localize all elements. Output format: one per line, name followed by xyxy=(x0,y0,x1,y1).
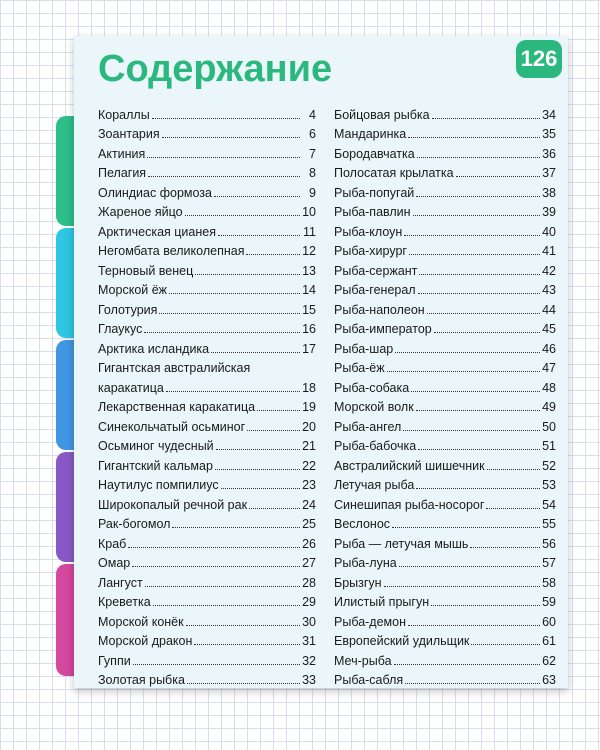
toc-entry-page: 16 xyxy=(302,322,316,336)
toc-entry-title: Рыба-собака xyxy=(334,380,410,395)
toc-entry-page: 42 xyxy=(542,263,556,278)
toc-entry-page: 18 xyxy=(302,380,316,395)
toc-entry-page: 49 xyxy=(542,400,556,414)
dot-leader xyxy=(418,448,540,450)
toc-entry-title: Рыба-демон xyxy=(334,614,407,629)
toc-entry-title: Рыба-император xyxy=(334,322,432,336)
toc-entry-title: Зоантария xyxy=(98,127,160,141)
toc-entry-page: 17 xyxy=(302,341,316,356)
toc-entry[interactable] xyxy=(334,200,556,220)
toc-entry-page: 34 xyxy=(542,107,556,122)
toc-entry[interactable] xyxy=(98,297,316,317)
dot-leader xyxy=(413,214,540,216)
toc-entry-title: Синешипая рыба-носорог xyxy=(334,497,485,512)
toc-entry-title: Синекольчатый осьминог xyxy=(98,419,246,434)
toc-entry-title: Рыба-наполеон xyxy=(334,302,425,317)
dot-leader xyxy=(417,156,540,158)
dot-leader xyxy=(144,331,300,333)
toc-entry-title: Арктика исландика xyxy=(98,341,210,356)
toc-entry[interactable] xyxy=(98,434,316,454)
toc-entry-title: Негомбата великолепная xyxy=(98,244,245,258)
dot-leader xyxy=(214,195,300,197)
toc-entry-line xyxy=(98,375,316,395)
toc-entry-title: Рыба — летучая мышь xyxy=(334,536,469,551)
toc-entry-title: Наутилус помпилиус xyxy=(98,478,219,492)
toc-entry-page: 61 xyxy=(542,634,556,648)
toc-entry-title: Золотая рыбка xyxy=(98,673,185,687)
toc-entry-title: Гигантская австралийская xyxy=(98,361,251,375)
toc-entry[interactable] xyxy=(98,590,316,610)
toc-entry[interactable] xyxy=(98,317,316,337)
dot-leader xyxy=(186,624,300,626)
dot-leader xyxy=(392,526,540,528)
toc-entry[interactable] xyxy=(334,278,556,298)
toc-entry[interactable] xyxy=(98,278,316,298)
toc-entry-page: 22 xyxy=(302,458,316,473)
dot-leader xyxy=(408,624,540,626)
dot-leader xyxy=(133,663,300,665)
toc-entry-page: 57 xyxy=(542,556,556,570)
toc-entry[interactable] xyxy=(98,395,316,415)
toc-entry-title: Летучая рыба xyxy=(334,478,415,492)
dot-leader xyxy=(152,117,300,119)
toc-entry-page: 33 xyxy=(302,673,316,687)
dot-leader xyxy=(411,390,540,392)
toc-entry-page: 46 xyxy=(542,341,556,356)
toc-entry[interactable] xyxy=(334,590,556,610)
dot-leader xyxy=(399,565,540,567)
dot-leader xyxy=(418,292,540,294)
toc-entry[interactable] xyxy=(98,161,316,181)
toc-entry-title: Рыба-сабля xyxy=(334,673,404,687)
toc-entry-title: Илистый прыгун xyxy=(334,595,430,609)
toc-entry[interactable] xyxy=(98,609,316,629)
toc-entry-page: 37 xyxy=(542,166,556,180)
toc-entry-title: Брызгун xyxy=(334,575,382,590)
toc-entry-title: Веслонос xyxy=(334,517,391,531)
toc-entry-page: 52 xyxy=(542,458,556,473)
toc-entry-title: Рыба-клоун xyxy=(334,224,403,239)
toc-entry[interactable] xyxy=(98,473,316,493)
toc-left-column xyxy=(98,102,316,687)
dot-leader xyxy=(211,351,300,353)
toc-entry-title: Пелагия xyxy=(98,166,147,180)
toc-entry[interactable] xyxy=(334,434,556,454)
toc-entry-title: Европейский удильщик xyxy=(334,634,470,648)
toc-entry-page: 7 xyxy=(309,146,316,161)
dot-leader xyxy=(221,487,300,489)
toc-entry[interactable] xyxy=(98,551,316,571)
toc-entry[interactable] xyxy=(98,453,316,473)
toc-entry-title: Рыба-сержант xyxy=(334,263,418,278)
toc-entry-page: 9 xyxy=(309,185,316,200)
dot-leader xyxy=(387,370,540,372)
toc-entry[interactable] xyxy=(334,141,556,161)
toc-entry-page: 47 xyxy=(542,361,556,375)
toc-entry[interactable] xyxy=(98,102,316,122)
toc-entry[interactable] xyxy=(334,239,556,259)
toc-entry-title: Гуппи xyxy=(98,653,131,668)
toc-entry[interactable] xyxy=(334,297,556,317)
dot-leader xyxy=(132,565,300,567)
dot-leader xyxy=(416,409,540,411)
toc-entry-title: Рыба-попугай xyxy=(334,185,415,200)
page-number-badge: 126 xyxy=(516,40,562,78)
dot-leader xyxy=(427,312,540,314)
dot-leader xyxy=(162,136,300,138)
toc-entry-page: 14 xyxy=(302,283,316,297)
toc-entry-page: 35 xyxy=(542,127,556,141)
toc-entry-title: Рыба-луна xyxy=(334,556,397,570)
toc-entry[interactable] xyxy=(334,161,556,181)
toc-entry-line xyxy=(98,356,316,376)
toc-entry-title: Рыба-генерал xyxy=(334,283,416,297)
toc-entry-page: 12 xyxy=(302,244,316,258)
dot-leader xyxy=(434,331,540,333)
dot-leader xyxy=(249,507,300,509)
toc-entry-page: 38 xyxy=(542,185,556,200)
dot-leader xyxy=(456,175,540,177)
toc-entry-page: 54 xyxy=(542,497,556,512)
page-title: Содержание xyxy=(98,48,333,90)
toc-entry[interactable] xyxy=(98,492,316,512)
toc-entry-title: Морской волк xyxy=(334,400,414,414)
toc-entry-page: 32 xyxy=(302,653,316,668)
toc-entry-title: Широкопалый речной рак xyxy=(98,497,248,512)
toc-entry-title: Бойцовая рыбка xyxy=(334,107,430,122)
toc-entry-page: 29 xyxy=(302,595,316,609)
toc-entry-title: Рыба-шар xyxy=(334,341,394,356)
toc-entry-title: Морской конёк xyxy=(98,614,184,629)
dot-leader xyxy=(431,604,540,606)
toc-entry-title: Гигантский кальмар xyxy=(98,458,213,473)
toc-entry-title: Рыба-ёж xyxy=(334,361,385,375)
toc-entry-page: 21 xyxy=(302,439,316,453)
dot-leader xyxy=(470,546,540,548)
toc-entry-page: 13 xyxy=(302,263,316,278)
toc-entry-title: Рыба-ангел xyxy=(334,419,402,434)
toc-entry[interactable] xyxy=(334,492,556,512)
toc-entry-title: Олиндиас формоза xyxy=(98,185,212,200)
dot-leader xyxy=(416,195,540,197)
toc-entry-page: 6 xyxy=(309,127,316,141)
dot-leader xyxy=(384,585,540,587)
toc-entry[interactable] xyxy=(334,180,556,200)
toc-right-column xyxy=(334,102,556,687)
dot-leader xyxy=(153,604,300,606)
toc-entry-title: Осьминог чудесный xyxy=(98,439,214,453)
toc-entry-page: 40 xyxy=(542,224,556,239)
toc-entry[interactable] xyxy=(334,122,556,142)
toc-entry[interactable] xyxy=(98,200,316,220)
toc-entry-title: Бородавчатка xyxy=(334,146,415,161)
toc-entry[interactable] xyxy=(334,258,556,278)
toc-entry-page: 60 xyxy=(542,614,556,629)
toc-entry-page: 63 xyxy=(542,673,556,687)
dot-leader xyxy=(395,351,540,353)
toc-entry[interactable] xyxy=(334,609,556,629)
toc-entry-page: 24 xyxy=(302,497,316,512)
toc-entry[interactable] xyxy=(98,512,316,532)
toc-entry[interactable] xyxy=(334,356,556,376)
toc-entry[interactable] xyxy=(98,570,316,590)
dot-leader xyxy=(486,507,540,509)
dot-leader xyxy=(215,468,300,470)
toc-entry[interactable] xyxy=(98,414,316,434)
dot-leader xyxy=(246,253,300,255)
dot-leader xyxy=(166,390,300,392)
toc-entry[interactable] xyxy=(98,180,316,200)
dot-leader xyxy=(416,487,540,489)
toc-entry-title: Голотурия xyxy=(98,302,158,317)
toc-entry-title: Полосатая крылатка xyxy=(334,166,454,180)
toc-entry[interactable] xyxy=(98,668,316,688)
toc-entry-title: Арктическая цианея xyxy=(98,224,216,239)
toc-entry-page: 15 xyxy=(302,302,316,317)
toc-entry-page: 48 xyxy=(542,380,556,395)
toc-entry-title: Терновый венец xyxy=(98,263,194,278)
toc-entry[interactable] xyxy=(334,375,556,395)
toc-entry-page: 23 xyxy=(302,478,316,492)
toc-entry-title: Жареное яйцо xyxy=(98,205,183,219)
toc-entry-page: 53 xyxy=(542,478,556,492)
toc-entry[interactable] xyxy=(334,414,556,434)
toc-entry-title: Лангуст xyxy=(98,575,143,590)
toc-entry-title: Рыба-бабочка xyxy=(334,439,417,453)
toc-entry-title: Рыба-павлин xyxy=(334,205,411,219)
toc-entry-page: 50 xyxy=(542,419,556,434)
dot-leader xyxy=(409,253,540,255)
dot-leader xyxy=(432,117,540,119)
toc-entry[interactable] xyxy=(334,531,556,551)
toc-entry[interactable] xyxy=(334,668,556,688)
dot-leader xyxy=(394,663,540,665)
dot-leader xyxy=(159,312,300,314)
dot-leader xyxy=(404,234,540,236)
toc-entry[interactable] xyxy=(334,453,556,473)
toc-entry-title: Лекарственная каракатица xyxy=(98,400,256,414)
toc-entry-page: 27 xyxy=(302,556,316,570)
toc-entry[interactable] xyxy=(334,102,556,122)
dot-leader xyxy=(218,234,300,236)
toc-entry-page: 10 xyxy=(302,205,316,219)
toc-entry-title-continued: каракатица xyxy=(98,380,164,395)
toc-entry-title: Рак-богомол xyxy=(98,517,171,531)
toc-entry[interactable] xyxy=(334,512,556,532)
toc-entry[interactable] xyxy=(334,219,556,239)
toc-entry-title: Креветка xyxy=(98,595,151,609)
toc-entry-page: 26 xyxy=(302,536,316,551)
toc-entry-page: 36 xyxy=(542,146,556,161)
dot-leader xyxy=(405,682,540,684)
toc-entry-page: 41 xyxy=(542,244,556,258)
toc-entry-title: Меч-рыба xyxy=(334,653,392,668)
toc-entry-page: 30 xyxy=(302,614,316,629)
toc-entry[interactable] xyxy=(334,473,556,493)
dot-leader xyxy=(487,468,540,470)
toc-entry[interactable] xyxy=(334,629,556,649)
dot-leader xyxy=(195,273,300,275)
toc-entry[interactable] xyxy=(98,122,316,142)
toc-entry[interactable] xyxy=(98,356,316,395)
toc-entry-page: 39 xyxy=(542,205,556,219)
toc-entry-page: 19 xyxy=(302,400,316,414)
dot-leader xyxy=(187,682,300,684)
toc-entry-page: 31 xyxy=(302,634,316,648)
toc-entry[interactable] xyxy=(98,258,316,278)
toc-entry[interactable] xyxy=(98,336,316,356)
toc-entry-title: Актиния xyxy=(98,146,146,161)
dot-leader xyxy=(147,156,300,158)
dot-leader xyxy=(145,585,300,587)
toc-entry-page: 4 xyxy=(309,107,316,122)
toc-entry-page: 43 xyxy=(542,283,556,297)
toc-entry-page: 20 xyxy=(302,419,316,434)
dot-leader xyxy=(169,292,300,294)
dot-leader xyxy=(408,136,540,138)
toc-entry-page: 62 xyxy=(542,653,556,668)
toc-entry-title: Морской дракон xyxy=(98,634,193,648)
toc-entry-page: 58 xyxy=(542,575,556,590)
toc-entry[interactable] xyxy=(98,531,316,551)
toc-entry-title: Кораллы xyxy=(98,107,150,122)
dot-leader xyxy=(403,429,540,431)
dot-leader xyxy=(247,429,300,431)
toc-entry-page: 44 xyxy=(542,302,556,317)
dot-leader xyxy=(172,526,300,528)
toc-entry[interactable] xyxy=(98,219,316,239)
toc-entry-title: Австралийский шишечник xyxy=(334,458,485,473)
dot-leader xyxy=(419,273,540,275)
toc-entry-page: 28 xyxy=(302,575,316,590)
toc-entry[interactable] xyxy=(334,336,556,356)
dot-leader xyxy=(148,175,300,177)
dot-leader xyxy=(257,409,300,411)
toc-entry-title: Рыба-хирург xyxy=(334,244,407,258)
toc-entry[interactable] xyxy=(334,395,556,415)
toc-entry-title: Морской ёж xyxy=(98,283,168,297)
toc-entry[interactable] xyxy=(98,629,316,649)
dot-leader xyxy=(128,546,300,548)
dot-leader xyxy=(216,448,300,450)
toc-entry[interactable] xyxy=(98,239,316,259)
toc-entry-title: Омар xyxy=(98,556,131,570)
toc-entry-page: 55 xyxy=(542,517,556,531)
toc-entry[interactable] xyxy=(98,141,316,161)
toc-entry-title: Мандаринка xyxy=(334,127,407,141)
toc-entry-page: 51 xyxy=(542,439,556,453)
toc-entry[interactable] xyxy=(334,551,556,571)
toc-entry[interactable] xyxy=(334,648,556,668)
toc-entry-title: Краб xyxy=(98,536,127,551)
dot-leader xyxy=(194,643,300,645)
toc-entry-title: Глаукус xyxy=(98,322,143,336)
toc-entry-page: 25 xyxy=(302,517,316,531)
toc-entry-page: 45 xyxy=(542,322,556,336)
toc-entry[interactable] xyxy=(98,648,316,668)
dot-leader xyxy=(471,643,540,645)
toc-entry-page: 59 xyxy=(542,595,556,609)
toc-entry[interactable] xyxy=(334,570,556,590)
toc-entry-page: 11 xyxy=(303,224,316,239)
dot-leader xyxy=(185,214,300,216)
toc-entry-page: 8 xyxy=(309,166,316,180)
toc-entry[interactable] xyxy=(334,317,556,337)
contents-page xyxy=(74,36,568,688)
toc-entry-page: 56 xyxy=(542,536,556,551)
